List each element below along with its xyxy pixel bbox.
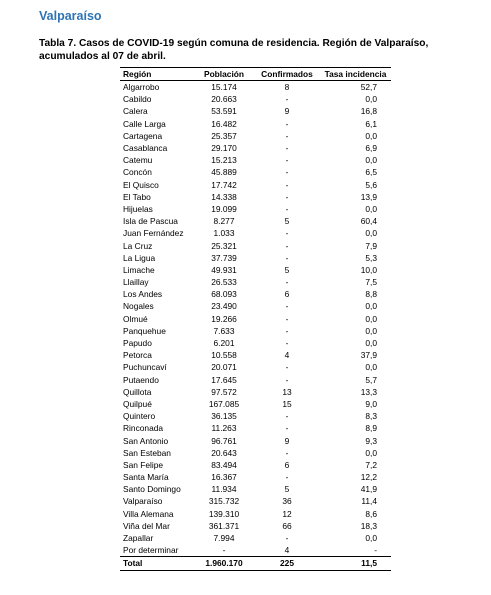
confirmed-cases: 13 [282, 386, 292, 397]
table-row [120, 422, 391, 434]
population: 11.934 [211, 484, 237, 495]
confirmed-cases: - [285, 94, 289, 105]
table-row [120, 264, 391, 276]
table-row [120, 313, 391, 325]
table-row [120, 252, 391, 264]
confirmed-cases: - [285, 167, 289, 178]
table-row [120, 520, 391, 532]
incidence-rate: 52,7 [360, 82, 377, 93]
incidence-rate: 0,0 [365, 228, 377, 239]
confirmed-cases: 36 [282, 496, 292, 507]
table-row [120, 495, 391, 507]
table-row [120, 459, 391, 471]
commune-name: Juan Fernández [123, 228, 184, 239]
table-row [120, 447, 391, 459]
confirmed-cases: - [285, 423, 289, 434]
incidence-rate: 6,5 [365, 167, 377, 178]
commune-name: Viña del Mar [123, 520, 170, 531]
commune-name: Algarrobo [123, 82, 160, 93]
table-row [120, 154, 391, 166]
confirmed-cases: - [285, 228, 289, 239]
incidence-rate: 0,0 [365, 325, 377, 336]
population: 37.739 [211, 252, 237, 263]
commune-name: San Esteban [123, 447, 171, 458]
population: 45.889 [211, 167, 237, 178]
incidence-rate: 5,3 [365, 252, 377, 263]
commune-name: Quilpué [123, 398, 152, 409]
commune-name: El Tabo [123, 191, 151, 202]
population: 10.558 [211, 350, 237, 361]
commune-name: Nogales [123, 301, 154, 312]
commune-name: Cabildo [123, 94, 152, 105]
covid-cases-table [120, 67, 391, 571]
table-row [120, 118, 391, 130]
table-row [120, 434, 391, 446]
commune-name: Cartagena [123, 130, 163, 141]
table-row [120, 410, 391, 422]
table-row [120, 215, 391, 227]
confirmed-cases: - [285, 533, 289, 544]
confirmed-cases: - [285, 447, 289, 458]
incidence-rate: 0,0 [365, 447, 377, 458]
population: 26.533 [211, 277, 237, 288]
confirmed-cases: - [285, 325, 289, 336]
population: 20.071 [211, 362, 237, 373]
population: 15.213 [211, 155, 237, 166]
commune-name: Villa Alemana [123, 508, 174, 519]
confirmed-cases: 6 [284, 459, 290, 470]
commune-name: Papudo [123, 338, 152, 349]
population: 11.263 [211, 423, 237, 434]
confirmed-cases: - [285, 179, 289, 190]
confirmed-cases: - [285, 411, 289, 422]
table-row [120, 239, 391, 251]
commune-name: Los Andes [123, 289, 163, 300]
confirmed-cases: - [285, 374, 289, 385]
table-caption: Tabla 7. Casos de COVID-19 según comuna de residencia. Región de Valparaíso, acumulados al 07 de abril. [39, 38, 429, 62]
confirmed-cases: 66 [282, 520, 292, 531]
commune-name: Santa María [123, 472, 169, 483]
confirmed-cases: 9 [284, 435, 290, 446]
commune-name: Quillota [123, 386, 152, 397]
population: 15.174 [211, 82, 237, 93]
confirmed-cases: - [285, 130, 289, 141]
table-row [120, 191, 391, 203]
population: 17.645 [211, 374, 237, 385]
incidence-rate: 13,3 [360, 386, 377, 397]
population: 20.643 [211, 447, 237, 458]
population: 96.761 [211, 435, 237, 446]
commune-name: Panquehue [123, 325, 166, 336]
population: 17.742 [211, 179, 237, 190]
incidence-rate: 6,1 [365, 118, 377, 129]
incidence-rate: 0,0 [365, 313, 377, 324]
commune-name: Isla de Pascua [123, 216, 178, 227]
confirmed-cases: - [285, 472, 289, 483]
population: 25.321 [211, 240, 237, 251]
confirmed-cases: - [285, 203, 289, 214]
table-header-row [120, 68, 391, 81]
population: - [222, 545, 226, 556]
confirmed-cases: - [285, 191, 289, 202]
incidence-rate: 37,9 [360, 350, 377, 361]
incidence-rate: 8,8 [365, 289, 377, 300]
population: 139.310 [208, 508, 240, 519]
confirmed-cases: - [285, 252, 289, 263]
commune-name: Putaendo [123, 374, 159, 385]
commune-name: Casablanca [123, 143, 168, 154]
commune-name: San Antonio [123, 435, 169, 446]
confirmed-cases: 4 [284, 350, 290, 361]
incidence-rate: 13,9 [360, 191, 377, 202]
commune-name: Valparaíso [123, 496, 163, 507]
incidence-rate: 9,3 [365, 435, 377, 446]
confirmed-cases: - [285, 143, 289, 154]
population: 6.201 [213, 338, 235, 349]
incidence-rate: 12,2 [360, 472, 377, 483]
incidence-rate: 0,0 [365, 203, 377, 214]
incidence-rate: 0,0 [365, 130, 377, 141]
commune-name: Quintero [123, 411, 156, 422]
table-row [120, 361, 391, 373]
table-row [120, 130, 391, 142]
confirmed-cases: 5 [284, 264, 290, 275]
table-row [120, 300, 391, 312]
commune-name: Por determinar [123, 545, 179, 556]
table-row [120, 471, 391, 483]
table-row [120, 166, 391, 178]
confirmed-cases: 5 [284, 216, 290, 227]
commune-name: Concón [123, 167, 152, 178]
population: 315.732 [208, 496, 240, 507]
commune-name: Puchuncaví [123, 362, 167, 373]
population: 1.033 [213, 228, 235, 239]
commune-name: La Ligua [123, 252, 156, 263]
population: 19.099 [211, 203, 237, 214]
incidence-rate: 0,0 [365, 155, 377, 166]
confirmed-cases: - [285, 118, 289, 129]
confirmed-cases: 9 [284, 106, 290, 117]
commune-name: Zapallar [123, 533, 154, 544]
incidence-rate: 7,5 [365, 277, 377, 288]
commune-name: Catemu [123, 155, 153, 166]
population: 20.663 [211, 94, 237, 105]
incidence-rate: 18,3 [360, 520, 377, 531]
table-row [120, 276, 391, 288]
table-row [120, 288, 391, 300]
commune-name: Calera [123, 106, 148, 117]
table-row [120, 325, 391, 337]
column-header-population: Población [194, 68, 254, 81]
commune-name: Llaillay [123, 277, 149, 288]
incidence-rate: 5,6 [365, 179, 377, 190]
table-row [120, 349, 391, 361]
table-row [120, 532, 391, 544]
column-header-incidence: Tasa incidencia [320, 68, 391, 81]
confirmed-cases: 5 [284, 484, 290, 495]
table-row [120, 142, 391, 154]
incidence-rate: 0,0 [365, 362, 377, 373]
column-header-confirmed: Confirmados [254, 68, 320, 81]
commune-name: La Cruz [123, 240, 153, 251]
population: 36.135 [211, 411, 237, 422]
incidence-rate: 11,4 [361, 496, 377, 507]
total-incidence: 11,5 [320, 557, 391, 570]
population: 19.266 [211, 313, 237, 324]
total-confirmed: 225 [254, 557, 320, 570]
commune-name: Rinconada [123, 423, 164, 434]
commune-name: Olmué [123, 313, 148, 324]
population: 53.591 [211, 106, 237, 117]
table-row [120, 337, 391, 349]
incidence-rate: 10,0 [360, 264, 377, 275]
population: 25.357 [211, 130, 237, 141]
population: 49.931 [211, 264, 237, 275]
total-label: Total [120, 557, 194, 570]
population: 7.994 [213, 533, 235, 544]
incidence-rate: 8,3 [365, 411, 377, 422]
incidence-rate: - [374, 545, 377, 556]
table-total-row [120, 557, 391, 570]
commune-name: Hijuelas [123, 203, 153, 214]
incidence-rate: 0,0 [365, 301, 377, 312]
table-row [120, 374, 391, 386]
population: 7.633 [213, 325, 235, 336]
confirmed-cases: - [285, 240, 289, 251]
commune-name: Limache [123, 264, 155, 275]
table-row [120, 544, 391, 557]
population: 83.494 [211, 459, 237, 470]
region-heading: Valparaíso [39, 9, 102, 23]
table-row [120, 483, 391, 495]
confirmed-cases: - [285, 155, 289, 166]
table-row [120, 105, 391, 117]
incidence-rate: 7,2 [365, 459, 377, 470]
population: 16.482 [211, 118, 237, 129]
incidence-rate: 5,7 [365, 374, 377, 385]
population: 167.085 [208, 398, 240, 409]
commune-name: El Quisco [123, 179, 159, 190]
table-row [120, 227, 391, 239]
population: 23.490 [211, 301, 237, 312]
table-row [120, 93, 391, 105]
population: 8.277 [213, 216, 235, 227]
incidence-rate: 9,0 [365, 398, 377, 409]
confirmed-cases: - [285, 362, 289, 373]
population: 16.367 [211, 472, 237, 483]
population: 361.371 [208, 520, 240, 531]
confirmed-cases: - [285, 338, 289, 349]
incidence-rate: 16,8 [360, 106, 377, 117]
commune-name: San Felipe [123, 459, 164, 470]
incidence-rate: 0,0 [365, 338, 377, 349]
table-row [120, 179, 391, 191]
confirmed-cases: 6 [284, 289, 290, 300]
incidence-rate: 0,0 [365, 533, 377, 544]
population: 14.338 [211, 191, 237, 202]
confirmed-cases: 4 [284, 545, 290, 556]
table-row [120, 508, 391, 520]
incidence-rate: 6,9 [365, 143, 377, 154]
population: 29.170 [211, 143, 237, 154]
table-row [120, 81, 391, 94]
incidence-rate: 41,9 [360, 484, 377, 495]
confirmed-cases: - [285, 313, 289, 324]
incidence-rate: 0,0 [365, 94, 377, 105]
confirmed-cases: 15 [282, 398, 292, 409]
incidence-rate: 8,9 [365, 423, 377, 434]
commune-name: Petorca [123, 350, 152, 361]
commune-name: Santo Domingo [123, 484, 181, 495]
confirmed-cases: - [285, 277, 289, 288]
confirmed-cases: 8 [284, 82, 290, 93]
confirmed-cases: 12 [282, 508, 292, 519]
table-row [120, 203, 391, 215]
incidence-rate: 60,4 [360, 216, 377, 227]
incidence-rate: 7,9 [365, 240, 377, 251]
table-row [120, 398, 391, 410]
total-population: 1.960.170 [194, 557, 254, 570]
table-row [120, 386, 391, 398]
confirmed-cases: - [285, 301, 289, 312]
column-header-region: Región [120, 68, 194, 81]
population: 68.093 [211, 289, 237, 300]
population: 97.572 [211, 386, 237, 397]
commune-name: Calle Larga [123, 118, 166, 129]
incidence-rate: 8,6 [365, 508, 377, 519]
